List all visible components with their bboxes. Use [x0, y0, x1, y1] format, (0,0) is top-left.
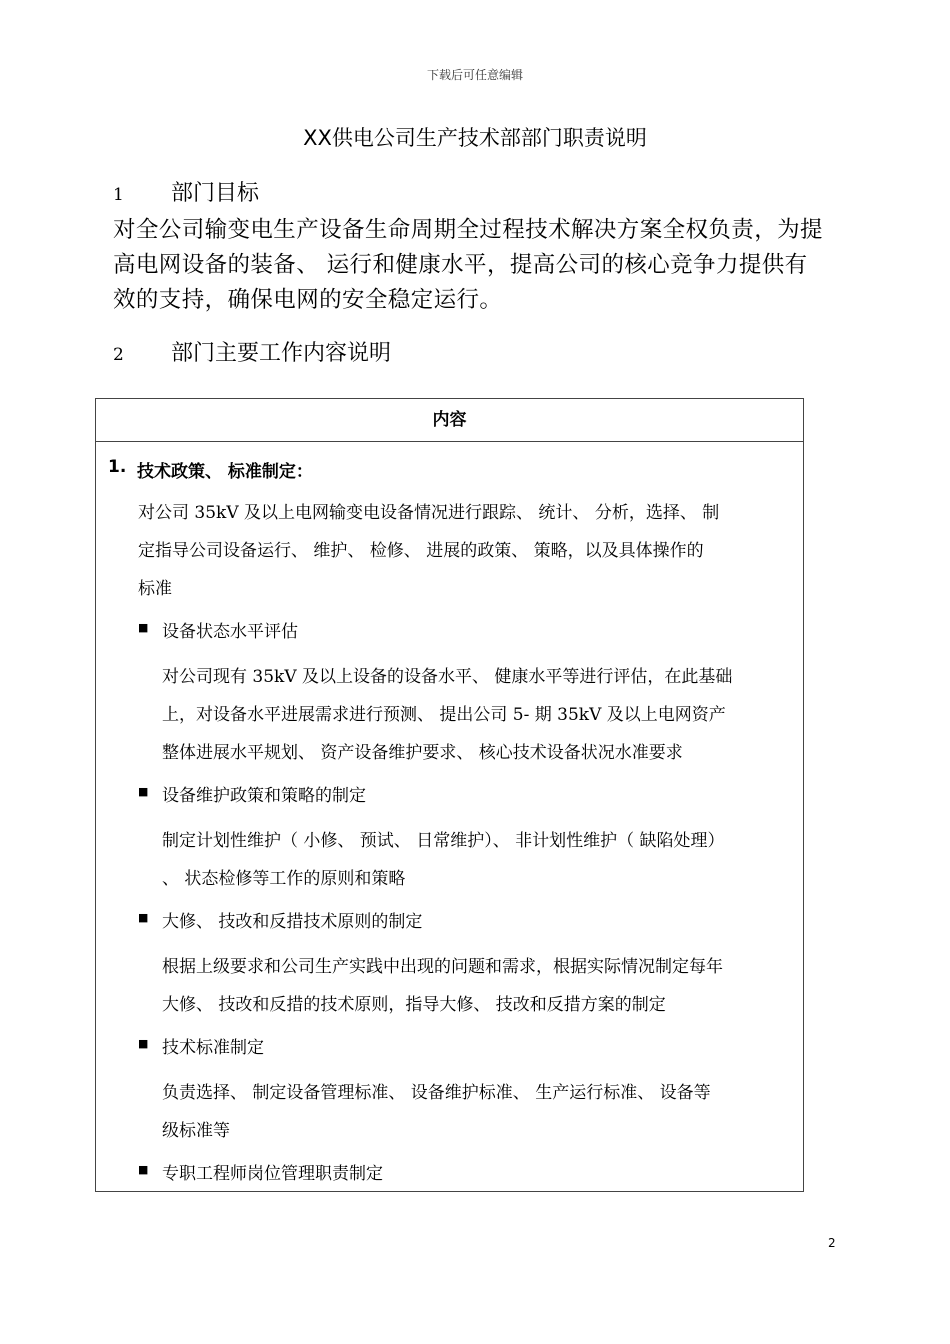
square-bullet-icon: ■ [138, 911, 149, 924]
square-bullet-icon: ■ [138, 1037, 149, 1050]
bullet-desc-line: 大修、 技改和反措的技术原则，指导大修、 技改和反措方案的制定 [162, 995, 666, 1015]
bullet-desc-line: 负责选择、 制定设备管理标准、 设备维护标准、 生产运行标准、 设备等 [162, 1083, 711, 1103]
objective-line: 高电网设备的装备、 运行和健康水平，提高公司的核心竞争力提供有 [113, 252, 808, 278]
section-2-title: 部门主要工作内容说明 [171, 341, 392, 366]
item-1-desc-line: 定指导公司设备运行、 维护、 检修、 进展的政策、 策略，以及具体操作的 [138, 541, 704, 561]
item-1-desc-line: 对公司 35kV 及以上电网输变电设备情况进行跟踪、 统计、 分析，选择、 制 [138, 503, 720, 523]
bullet-title: 技术标准制定 [162, 1038, 264, 1058]
bullet-desc-line: 制定计划性维护（ 小修、 预试、 日常维护）、 非计划性维护（ 缺陷处理） [162, 831, 725, 851]
objective-paragraph [113, 213, 833, 318]
page-header: 下载后可任意编辑 [426, 68, 523, 82]
bullet-desc-line: 级标准等 [162, 1121, 230, 1141]
bullet-title: 设备状态水平评估 [162, 622, 298, 642]
bullet-desc-line: 上，对设备水平进展需求进行预测、 提出公司 5- 期 35kV 及以上电网资产 [162, 705, 726, 725]
bullet-title: 设备维护政策和策略的制定 [162, 786, 366, 806]
table-header: 内容 [96, 399, 803, 442]
content-table [95, 398, 804, 1192]
bullet-desc-line: 整体进展水平规划、 资产设备维护要求、 核心技术设备状况水准要求 [162, 743, 683, 763]
square-bullet-icon: ■ [138, 1163, 149, 1176]
square-bullet-icon: ■ [138, 785, 149, 798]
page-number: 2 [828, 1236, 836, 1250]
section-2-number: 2 [113, 345, 124, 365]
bullet-desc-line: 、 状态检修等工作的原则和策略 [162, 869, 406, 889]
bullet-title: 大修、 技改和反措技术原则的制定 [162, 912, 423, 932]
bullet-desc-line: 对公司现有 35kV 及以上设备的设备水平、 健康水平等进行评估，在此基础 [162, 667, 733, 687]
bullet-title: 专职工程师岗位管理职责制定 [162, 1164, 383, 1184]
item-1-desc-line: 标准 [138, 579, 172, 599]
section-1-number: 1 [113, 185, 124, 205]
objective-line: 效的支持，确保电网的安全稳定运行。 [113, 287, 503, 313]
section-1-title: 部门目标 [171, 181, 260, 206]
document-title: XX供电公司生产技术部部门职责说明 [303, 126, 647, 150]
section-1-heading [113, 176, 259, 207]
bullet-desc-line: 根据上级要求和公司生产实践中出现的问题和需求，根据实际情况制定每年 [162, 957, 723, 977]
square-bullet-icon: ■ [138, 621, 149, 634]
item-1-title: 技术政策、 标准制定： [137, 462, 313, 482]
item-1-number: 1. [108, 457, 127, 477]
section-2-heading [113, 336, 391, 367]
objective-line: 对全公司输变电生产设备生命周期全过程技术解决方案全权负责，为提 [113, 217, 823, 243]
